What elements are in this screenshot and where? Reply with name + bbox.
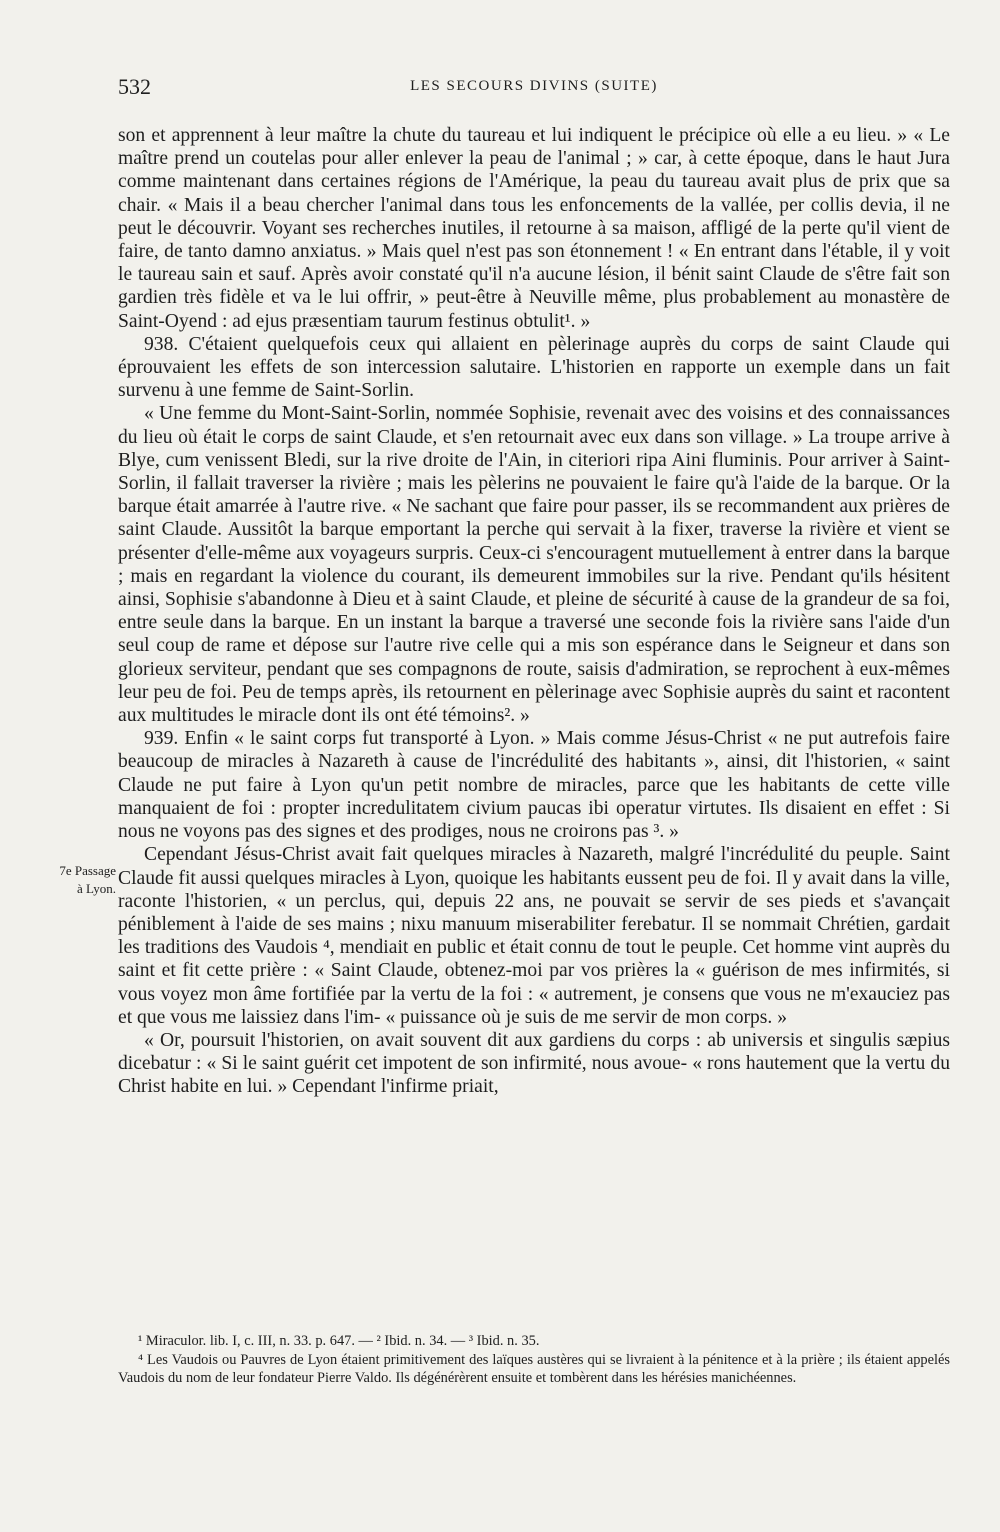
paragraph-perclus: Cependant Jésus-Christ avait fait quelques miracles à Nazareth, malgré l'incrédulité du peuple. Saint Claude fit aussi quelques miracles à Lyon, quoique les habitants eussent peu de foi. Il y avait dans la ville, raconte l'historien, « un perclus, qui, depuis 22 ans, ne pouvait se servir de ses pieds et s'avançait péniblement à l'aide de ses mains ; nixu manuum miserabiliter ferebatur. Il se nommait Chrétien, gardait les traditions des Vaudois ⁴, mendiait en public et était connu de tout le peuple. Cet homme vint auprès du saint et fit cette prière : « Saint Claude, obtenez-moi par vos prières la « guérison de mes infirmités, si vous voyez mon âme fortifiée par la vertu de la foi : « autrement, je consens que vous ne m'exauciez pas et que vous me laissiez dans l'im- « puissance où je suis de me servir de mon corps. » <box>118 844 950 1028</box>
margin-note <box>36 862 116 898</box>
footnote-1-3: ¹ Miraculor. lib. I, c. III, n. 33. p. 647. — ² Ibid. n. 34. — ³ Ibid. n. 35. <box>138 1333 540 1349</box>
paragraph-gardiens: « Or, poursuit l'historien, on avait souvent dit aux gardiens du corps : ab universis et singulis sæpius dicebatur : « Si le saint guérit cet impotent de son infirmité, nous avoue- « rons hautement que la vertu du Christ habite en lui. » Cependant l'infirme priait, <box>118 1029 950 1098</box>
margin-note-line-1: 7e Passage <box>59 863 116 878</box>
running-title: LES SECOURS DIVINS (SUITE) <box>410 78 658 94</box>
paragraph-939: 939. Enfin « le saint corps fut transporté à Lyon. » Mais comme Jésus-Christ « ne put autrefois faire beaucoup de miracles à Nazareth à cause de l'incrédulité des habitants », ainsi, dit l'historien, « saint Claude ne put faire à Lyon qu'un petit nombre de miracles, parce que les habitants de cette ville manquaient de foi : propter incredulitatem civium paucas ibi operatur virtutes. Ils disaient en effet : Si nous ne voyons pas des signes et des prodiges, nous ne croirons pas ³. » <box>118 728 950 843</box>
page-number: 532 <box>118 74 151 99</box>
footnotes <box>118 1332 950 1388</box>
margin-note-line-2: à Lyon. <box>77 881 116 896</box>
body-text <box>118 124 950 1099</box>
paragraph-sophisie: « Une femme du Mont-Saint-Sorlin, nommée Sophisie, revenait avec des voisins et des connaissances du lieu où était le corps de saint Claude, et s'en retournait avec eux dans son village. » La troupe arrive à Blye, cum venissent Bledi, sur la rive droite de l'Ain, in citeriori ripa Aini fluminis. Pour arriver à Saint-Sorlin, il fallait traverser la rivière ; mais les pèlerins ne pouvaient le faire qu'à l'aide de la barque. Or la barque était amarrée à l'autre rive. « Ne sachant que faire pour passer, ils se recommandent aux prières de saint Claude. Aussitôt la barque emportant la perche qui servait à la fixer, traverse la rivière et vient se présenter d'elle-même aux voyageurs surpris. Ceux-ci s'encouragent mutuellement à entrer dans la barque ; mais en regardant la violence du courant, ils demeurent immobiles sur la rive. Pendant qu'ils hésitent ainsi, Sophisie s'abandonne à Dieu et à saint Claude, et pleine de sécurité à cause de la grandeur de sa foi, entre seule dans la barque. En un instant la barque a traversé une seconde fois la rivière sans l'aide d'un seul coup de rame et dépose sur l'autre rive celle qui a mis son espérance dans le Seigneur et dans son glorieux serviteur, pendant que ses compagnons de route, saisis d'admiration, se reprochent à eux-mêmes leur peu de foi. Peu de temps après, ils retournent en pèlerinage avec Sophisie auprès du saint et racontent aux multitudes le miracle dont ils ont été témoins². » <box>118 403 950 727</box>
paragraph-938: 938. C'étaient quelquefois ceux qui allaient en pèlerinage auprès du corps de saint Claude qui éprouvaient les effets de son intercession salutaire. L'historien en rapporte un exemple dans un fait survenu à une femme de Saint-Sorlin. <box>118 333 950 402</box>
paragraph-continued: son et apprennent à leur maître la chute du taureau et lui indiquent le précipice où elle a eu lieu. » « Le maître prend un coutelas pour aller enlever la peau de l'animal ; » car, à cette époque, dans le haut Jura comme maintenant dans certaines régions de l'Amérique, la peau du taureau avait plus de prix que sa chair. « Mais il a beau chercher l'animal dans tous les enfoncements de la vallée, per collis devia, il ne peut le découvrir. Voyant ses recherches inutiles, il retourne à sa maison, affligé de la perte qu'il vient de faire, de tanto damno anxiatus. » Mais quel n'est pas son étonnement ! « En entrant dans l'étable, il y voit le taureau sain et sauf. Après avoir constaté qu'il n'a aucune lésion, il bénit saint Claude de s'être fait son gardien très fidèle et va le lui offrir, » peut-être à Neuville même, plus probablement au monastère de Saint-Oyend : ad ejus præsentiam taurum festinus obtulit¹. » <box>118 125 950 332</box>
page-header <box>118 74 950 104</box>
footnote-4: ⁴ Les Vaudois ou Pauvres de Lyon étaient primitivement des laïques austères qui se livraient à la pénitence et à la prière ; ils étaient appelés Vaudois du nom de leur fondateur Pierre Valdo. Ils dégénérèrent ensuite et tombèrent dans les hérésies manichéennes. <box>118 1351 950 1387</box>
